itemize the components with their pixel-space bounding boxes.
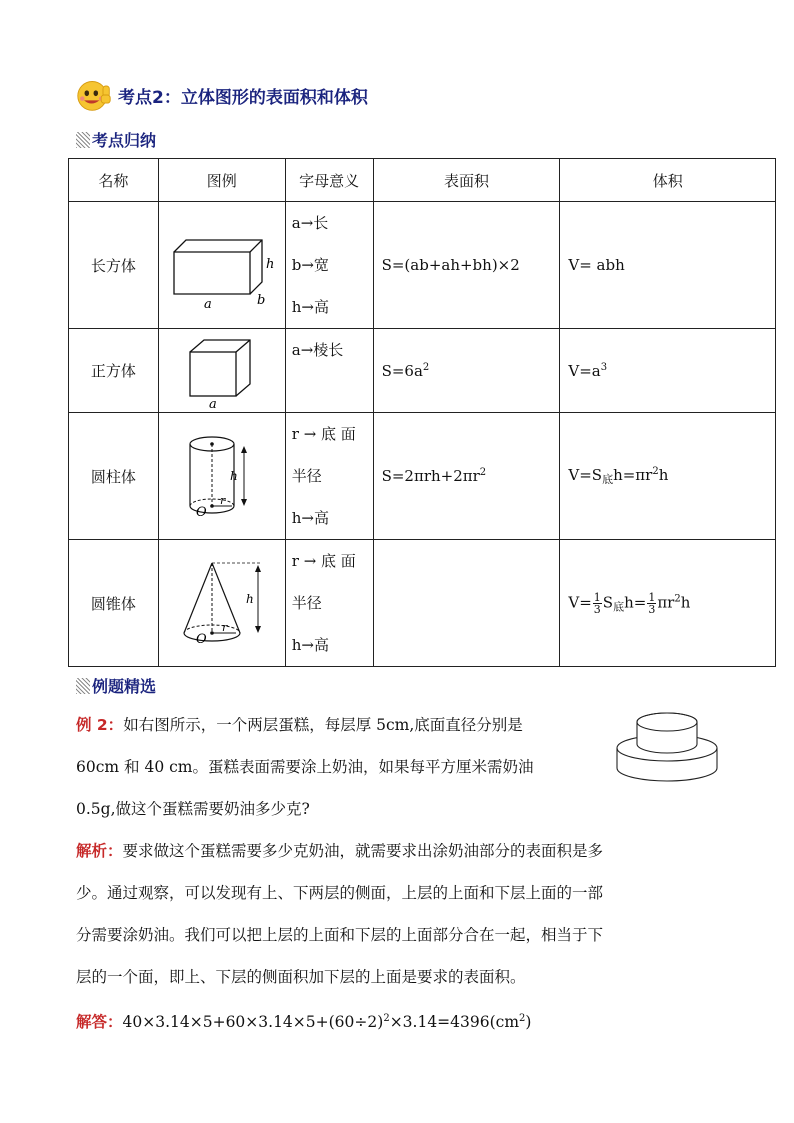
example-label: 例 2： [76, 716, 124, 734]
volume-part: h [658, 465, 669, 484]
analysis-line [76, 830, 736, 872]
cube-diagram [162, 334, 282, 408]
smiley-thumbs-up-icon [76, 77, 112, 113]
two-layer-cake-figure [612, 708, 722, 786]
label-b: b [256, 293, 266, 308]
volume-subscript: 底 [613, 600, 625, 613]
example-problem [76, 704, 606, 830]
volume-exponent: 2 [652, 465, 659, 477]
example-line: 0.5g,做这个蛋糕需要奶油多少克? [76, 800, 310, 818]
meaning-line: 半径 [291, 467, 322, 485]
meaning-line: h→高 [291, 298, 329, 316]
summary-heading-text: 考点归纳 [92, 131, 157, 150]
volume-formula [560, 540, 776, 667]
formula-table [68, 158, 776, 667]
header-name: 名称 [69, 159, 159, 202]
example-line [76, 704, 606, 746]
surface-formula [373, 413, 560, 540]
shape-name: 正方体 [69, 329, 159, 413]
answer-expression: ×3.14=4396(cm [389, 1013, 520, 1032]
cone-diagram [162, 553, 282, 653]
meaning-line: b→宽 [291, 256, 329, 274]
cuboid-figure [158, 202, 285, 329]
surface-main: S=2πrh+2πr [381, 467, 480, 485]
label-o: O [195, 632, 207, 647]
cuboid-diagram [162, 220, 282, 310]
surface-exponent: 2 [479, 467, 487, 478]
answer-expression: 40×3.14×5+60×3.14×5+(60÷2) [122, 1013, 384, 1032]
volume-formula: V= abh [560, 202, 776, 329]
shape-name: 长方体 [69, 202, 159, 329]
volume-formula [560, 329, 776, 413]
volume-part: h= [624, 593, 647, 611]
answer-label: 解答： [76, 1013, 123, 1032]
header-meaning: 字母意义 [285, 159, 373, 202]
fraction-numerator: 1 [593, 590, 601, 604]
fraction [647, 592, 656, 615]
volume-part: πr [657, 593, 675, 611]
cube-figure [158, 329, 285, 413]
hatch-marker-icon [76, 132, 90, 148]
section-header [76, 76, 368, 114]
surface-exponent: 2 [422, 361, 430, 373]
analysis-text: 要求做这个蛋糕需要多少克奶油，就需要求出涂奶油部分的表面积是多 [122, 842, 604, 860]
fraction-denominator: 3 [593, 602, 601, 616]
volume-part: h [680, 593, 691, 611]
fraction-numerator: 1 [648, 590, 656, 604]
volume-exponent: 2 [674, 593, 681, 604]
surface-base: S=6a [381, 361, 423, 380]
table-header-row [69, 159, 776, 202]
surface-formula: S=(ab+ah+bh)×2 [373, 202, 560, 329]
meaning-line: h→高 [291, 636, 329, 654]
example-text: 如右图所示，一个两层蛋糕，每层厚 5cm,底面直径分别是 [123, 716, 523, 734]
surface-formula [373, 540, 560, 667]
example-line: 60cm 和 40 cm。蛋糕表面需要涂上奶油，如果每平方厘米需奶油 [76, 758, 534, 776]
examples-section-heading [76, 674, 156, 697]
examples-heading-text: 例题精选 [92, 677, 157, 696]
volume-part: S [602, 593, 614, 611]
volume-part: V= [568, 593, 592, 611]
answer-expression: ) [525, 1013, 532, 1032]
surface-formula [373, 329, 560, 413]
answer-exponent: 2 [383, 1013, 390, 1024]
cylinder-diagram [162, 426, 282, 526]
cylinder-figure [158, 413, 285, 540]
analysis-line: 分需要涂奶油。我们可以把上层的上面和下层的上面部分合在一起，相当于下 [76, 926, 604, 944]
fraction [593, 592, 602, 615]
letter-meaning [285, 413, 373, 540]
table-row [69, 413, 776, 540]
table-row [69, 202, 776, 329]
volume-part: h=πr [613, 465, 653, 484]
volume-part: V=S [568, 465, 603, 484]
answer-block [76, 998, 736, 1043]
analysis-label: 解析： [76, 842, 123, 860]
meaning-line: h→高 [291, 509, 329, 527]
hatch-marker-icon [76, 678, 90, 694]
label-h: h [229, 469, 238, 483]
header-surface: 表面积 [373, 159, 560, 202]
table-row [69, 329, 776, 413]
volume-formula [560, 413, 776, 540]
label-a: a [208, 396, 217, 408]
header-volume: 体积 [560, 159, 776, 202]
analysis-block [76, 830, 736, 998]
letter-meaning [285, 540, 373, 667]
summary-section-heading [76, 128, 156, 151]
label-r: r [221, 621, 228, 634]
header-figure: 图例 [158, 159, 285, 202]
analysis-line: 少。通过观察，可以发现有上、下两层的侧面，上层的上面和下层上面的一部 [76, 884, 604, 902]
label-o: O [195, 505, 207, 520]
letter-meaning: a→棱长 [285, 329, 373, 413]
volume-subscript: 底 [602, 472, 614, 486]
table-row [69, 540, 776, 667]
label-h: h [245, 592, 254, 606]
letter-meaning [285, 202, 373, 329]
shape-name: 圆柱体 [69, 413, 159, 540]
label-r: r [219, 494, 226, 507]
page-title: 考点2：立体图形的表面积和体积 [118, 87, 368, 108]
meaning-line: r → 底 面 [291, 425, 356, 443]
analysis-line: 层的一个面，即上、下层的侧面积加下层的上面是要求的表面积。 [76, 968, 526, 986]
volume-base: V=a [568, 361, 601, 380]
label-a: a [203, 297, 212, 310]
label-h: h [265, 257, 275, 272]
unit-exponent: 2 [519, 1013, 526, 1024]
shape-name: 圆锥体 [69, 540, 159, 667]
cone-figure [158, 540, 285, 667]
volume-exponent: 3 [600, 361, 608, 373]
meaning-line: r → 底 面 [291, 552, 356, 570]
meaning-line: a→长 [291, 214, 329, 232]
meaning-line: 半径 [291, 594, 322, 612]
fraction-denominator: 3 [648, 602, 656, 616]
